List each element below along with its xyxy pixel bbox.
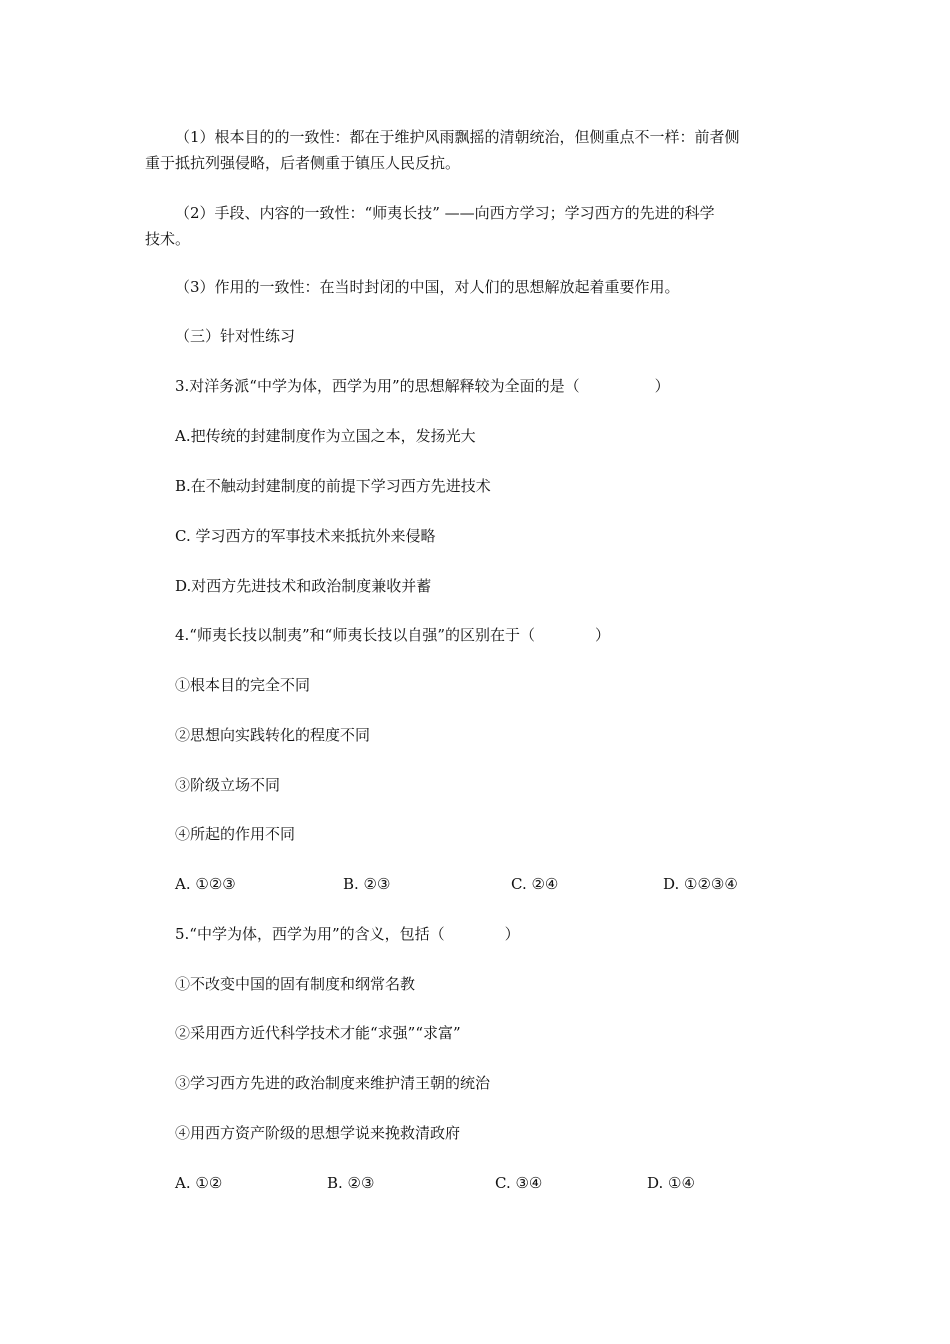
question-4-choice-a: A. ①②③ [175, 875, 236, 893]
question-5-item-4: ④用西方资产阶级的思想学说来挽救清政府 [175, 1124, 461, 1142]
question-4-item-1: ①根本目的完全不同 [175, 676, 311, 694]
summary-p1-line2: 重于抵抗列强侵略，后者侧重于镇压人民反抗。 [145, 154, 461, 172]
question-5-choice-d: D. ①④ [647, 1174, 695, 1192]
question-5-item-1: ①不改变中国的固有制度和纲常名教 [175, 975, 416, 993]
question-5-choice-b: B. ②③ [327, 1174, 375, 1192]
question-4-choice-d: D. ①②③④ [663, 875, 738, 893]
question-5-stem: 5.“中学为体，西学为用”的含义，包括（ ） [175, 925, 520, 943]
question-3-stem: 3.对洋务派“中学为体，西学为用”的思想解释较为全面的是（ ） [175, 377, 670, 395]
summary-p3: （3）作用的一致性：在当时封闭的中国，对人们的思想解放起着重要作用。 [175, 278, 680, 296]
question-4-item-4: ④所起的作用不同 [175, 825, 296, 843]
question-3-option-b: B.在不触动封建制度的前提下学习西方先进技术 [175, 477, 491, 495]
question-3-option-a: A.把传统的封建制度作为立国之本，发扬光大 [175, 427, 476, 445]
question-4-stem: 4.“师夷长技以制夷”和“师夷长技以自强”的区别在于（ ） [175, 626, 610, 644]
question-5-choice-a: A. ①② [175, 1174, 223, 1192]
summary-p2-line2: 技术。 [145, 230, 191, 248]
question-3-option-c: C. 学习西方的军事技术来抵抗外来侵略 [175, 527, 436, 545]
question-5-choice-c: C. ③④ [495, 1174, 543, 1192]
section-title: （三）针对性练习 [175, 327, 296, 345]
summary-p2-line1: （2）手段、内容的一致性：“师夷长技” ——向西方学习；学习西方的先进的科学 [175, 204, 715, 222]
question-5-item-3: ③学习西方先进的政治制度来维护清王朝的统治 [175, 1074, 491, 1092]
summary-p1-line1: （1）根本目的的一致性：都在于维护风雨飘摇的清朝统治，但侧重点不一样：前者侧 [175, 128, 740, 146]
question-4-item-3: ③阶级立场不同 [175, 776, 281, 794]
question-3-option-d: D.对西方先进技术和政治制度兼收并蓄 [175, 577, 432, 595]
question-4-choice-c: C. ②④ [511, 875, 559, 893]
question-4-choice-b: B. ②③ [343, 875, 391, 893]
question-5-item-2: ②采用西方近代科学技术才能“求强”“求富” [175, 1024, 461, 1042]
question-4-item-2: ②思想向实践转化的程度不同 [175, 726, 371, 744]
